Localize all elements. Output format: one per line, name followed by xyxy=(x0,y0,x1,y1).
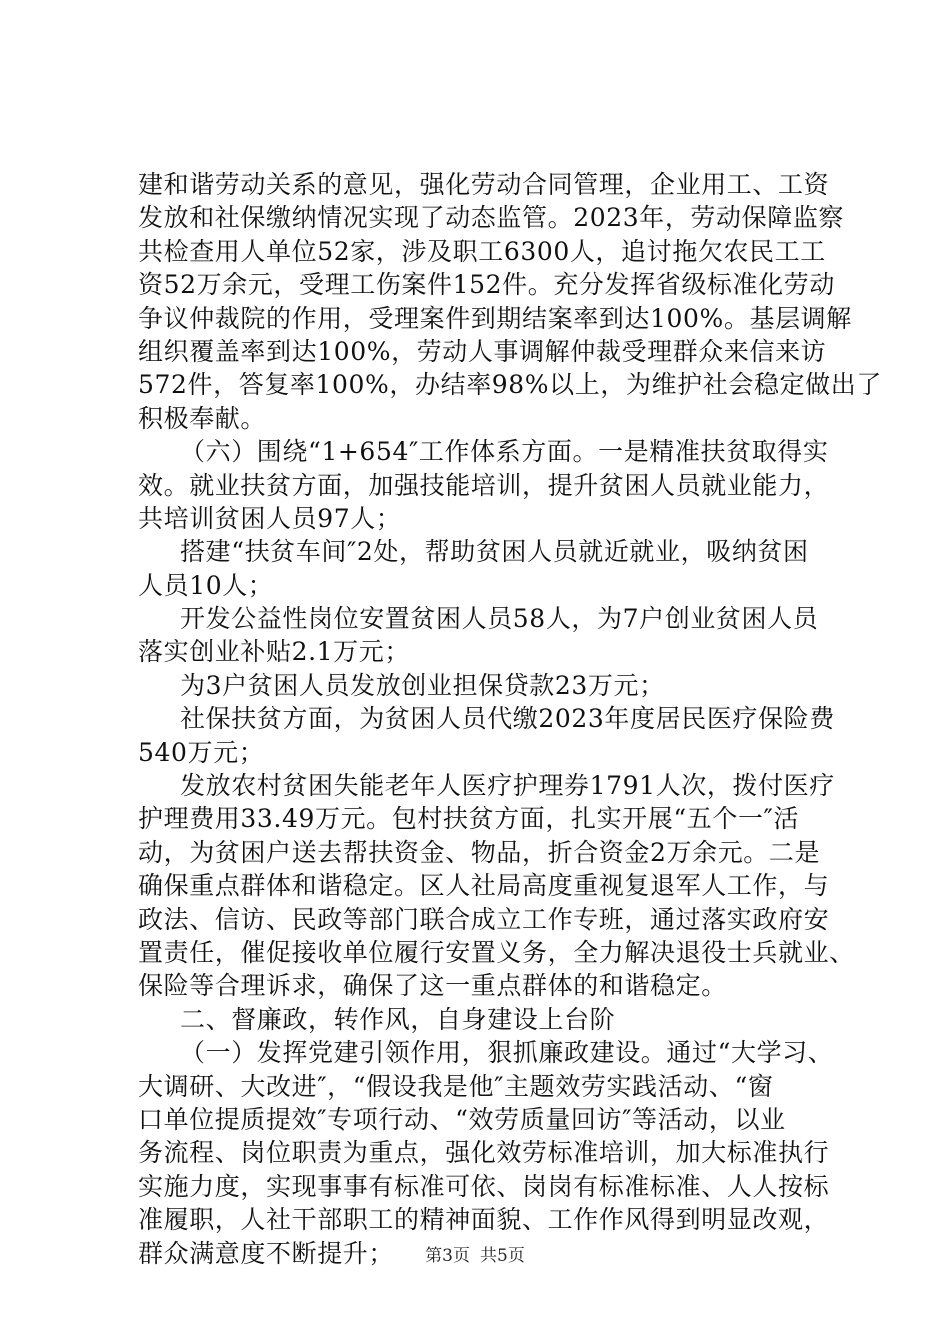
page-number: 第3页 xyxy=(425,1246,470,1266)
text-line: 建和谐劳动关系的意见，强化劳动合同管理，企业用工、工资 xyxy=(138,170,830,199)
page-footer xyxy=(0,1244,950,1268)
text-line: 资52万余元，受理工伤案件152件。充分发挥省级标准化劳动 xyxy=(138,270,835,300)
text-line: 组织覆盖率到达100%，劳动人事调解仲裁受理群众来信来访 xyxy=(138,336,827,366)
text-line: 效。就业扶贫方面，加强技能培训，提升贫困人员就业能力， xyxy=(138,470,830,500)
text-line: 口单位提质提效″专项行动、“效劳质量回访″等活动，以业 xyxy=(138,1104,786,1134)
document-body xyxy=(138,168,882,1270)
text-line: 务流程、岗位职责为重点，强化效劳标准培训，加大标准执行 xyxy=(138,1138,830,1168)
paragraph-start-line: 发放农村贫困失能老年人医疗护理券1791人次，拨付医疗 xyxy=(180,771,835,801)
text-line: 争议仲裁院的作用，受理案件到期结案率到达100%。基层调解 xyxy=(138,303,852,333)
paragraph-start-line: 搭建“扶贫车间″2处，帮助贫困人员就近就业，吸纳贫困 xyxy=(180,537,809,567)
text-line: 发放和社保缴纳情况实现了动态监管。2023年，劳动保障监察 xyxy=(138,203,845,233)
page-total: 共5页 xyxy=(480,1246,525,1266)
text-line: 群众满意度不断提升； xyxy=(138,1238,395,1268)
text-line: 确保重点群体和谐稳定。区人社局高度重视复退军人工作，与 xyxy=(138,871,830,901)
paragraph-start-line: 为3户贫困人员发放创业担保贷款23万元； xyxy=(180,670,665,700)
section-heading: 二、督廉政，转作风，自身建设上台阶 xyxy=(180,1004,616,1034)
text-line: 人员10人； xyxy=(138,570,274,600)
paragraph-start-line: （六）围绕“1+654″工作体系方面。一是精准扶贫取得实 xyxy=(180,437,829,467)
text-line: 积极奉献。 xyxy=(138,403,267,433)
paragraph-start-line: （一）发挥党建引领作用，狠抓廉政建设。通过“大学习、 xyxy=(180,1038,834,1068)
text-line: 保险等合理诉求，确保了这一重点群体的和谐稳定。 xyxy=(138,971,727,1001)
text-line: 实施力度，实现事事有标准可依、岗岗有标准标准、人人按标 xyxy=(138,1171,830,1201)
paragraph-start-line: 社保扶贫方面，为贫困人员代缴2023年度居民医疗保险费 xyxy=(180,704,835,734)
text-line: 540万元； xyxy=(138,737,265,767)
text-line: 政法、信访、民政等部门联合成立工作专班，通过落实政府安 xyxy=(138,904,830,934)
text-line: 落实创业补贴2.1万元； xyxy=(138,637,410,667)
text-line: 共培训贫困人员97人； xyxy=(138,503,402,533)
text-line: 572件，答复率100%，办结率98%以上，为维护社会稳定做出了 xyxy=(138,370,882,400)
text-line: 动，为贫困户送去帮扶资金、物品，折合资金2万余元。二是 xyxy=(138,837,821,867)
text-line: 护理费用33.49万元。包村扶贫方面，扎实开展“五个一″活 xyxy=(138,804,800,834)
text-line: 准履职，人社干部职工的精神面貌、工作作风得到明显改观， xyxy=(138,1205,830,1235)
text-line: 大调研、大改进″，“假设我是他″主题效劳实践活动、“窗 xyxy=(138,1071,774,1101)
paragraph-start-line: 开发公益性岗位安置贫困人员58人，为7户创业贫困人员 xyxy=(180,604,819,634)
text-line: 共检查用人单位52家，涉及职工6300人，追讨拖欠农民工工 xyxy=(138,236,826,266)
text-line: 置责任，催促接收单位履行安置义务，全力解决退役士兵就业、 xyxy=(138,937,855,967)
